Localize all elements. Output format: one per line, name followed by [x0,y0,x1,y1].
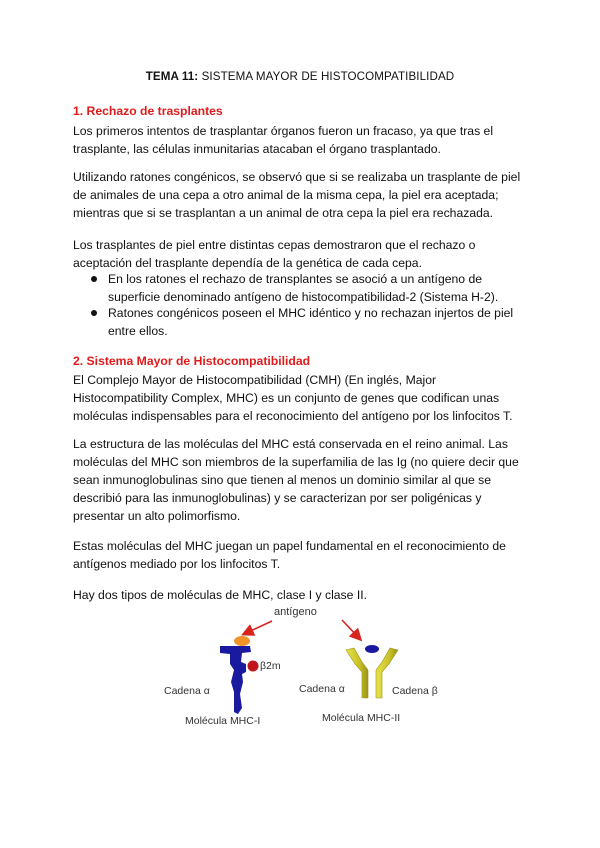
section-1-paragraph-1 [73,122,543,158]
text-line: entre ellos. [108,324,168,338]
bullet-item-2 [108,304,538,340]
section-2-paragraph-1 [73,371,543,425]
section-1-paragraph-2 [73,168,543,222]
b2m-shape [248,661,259,672]
text-line: Histocompatibility Complex, MHC) es un conjunto de genes que codifican unas [73,391,500,405]
arrow-to-mhc1 [244,621,272,634]
arrow-to-mhc2 [342,620,360,639]
text-line: de animales de una cepa a otro animal de la misma cepa, la piel era aceptada; [73,188,499,202]
title-rest: SISTEMA MAYOR DE HISTOCOMPATIBILIDAD [198,70,455,83]
b2m-label: β2m [260,660,281,672]
text-line: moléculas indispensables para el reconocimiento del antígeno por los linfocitos T. [73,409,513,423]
text-line: Los trasplantes de piel entre distintas cepas demostraron que el rechazo o [73,238,476,252]
text-line: La estructura de las moléculas del MHC está conservada en el reino animal. Las [73,437,508,451]
mhc1-chain-shape [220,646,251,714]
text-line: Ratones congénicos poseen el MHC idéntico y no rechazan injertos de piel [108,306,514,320]
section-2-heading: 2. Sistema Mayor de Histocompatibilidad [73,354,311,368]
text-line: superficie denominado antígeno de histocompatibilidad-2 (Sistema H-2). [108,290,499,304]
text-line: moléculas del MHC son miembros de la superfamilia de las Ig (no quiere decir que [73,455,519,469]
text-line: presentar un alto polimorfismo. [73,509,241,523]
mhc2-chain-alpha-label: Cadena α [299,683,345,695]
section-2-paragraph-3 [73,537,543,573]
section-2-paragraph-2 [73,435,543,525]
bullet-dot [91,276,97,282]
text-line: En los ratones el rechazo de transplantes se asoció a un antígeno de [108,272,482,286]
section-1-heading: 1. Rechazo de trasplantes [73,104,223,118]
antigen-shape-mhc2 [365,645,379,653]
text-line: Los primeros intentos de trasplantar órganos fueron un fracaso, ya que tras el [73,124,494,138]
text-line: mientras que si se trasplantan a un animal de otra cepa la piel era rechazada. [73,206,494,220]
text-line: aceptación del trasplante dependía de la genética de cada cepa. [73,256,422,270]
title-bold: TEMA 11: [145,70,199,83]
text-line: Utilizando ratones congénicos, se observó que si se realizaba un trasplante de piel [73,170,521,184]
antigen-label: antígeno [274,606,317,618]
bullet-dot [91,310,97,316]
text-line: describió para las inmunoglobulinas) y se caracterizan por ser poligénicas y [73,491,482,505]
section-2-paragraph-4: Hay dos tipos de moléculas de MHC, clase I y clase II. [73,588,367,602]
mhc-diagram [150,606,470,736]
bullet-item-1 [108,270,538,306]
mhc1-chain-alpha-label: Cadena α [164,685,210,697]
antigen-shape-mhc1 [234,636,250,646]
mhc1-caption: Molécula MHC-I [185,715,261,727]
section-1-paragraph-3 [73,236,543,272]
text-line: trasplante, las células inmunitarias atacaban el órgano trasplantado. [73,142,441,156]
mhc2-alpha-chain-shape [346,648,368,698]
text-line: sean inmunoglobulinas sino que tienen al menos un dominio similar al que se [73,473,492,487]
text-line: El Complejo Mayor de Histocompatibilidad (CMH) (En inglés, Major [73,373,437,387]
mhc2-caption: Molécula MHC-II [322,712,401,724]
text-line: Estas moléculas del MHC juegan un papel fundamental en el reconocimiento de [73,539,506,553]
text-line: antígenos mediado por los linfocitos T. [73,557,281,571]
mhc2-chain-beta-label: Cadena β [392,685,438,697]
page-title [0,70,600,83]
